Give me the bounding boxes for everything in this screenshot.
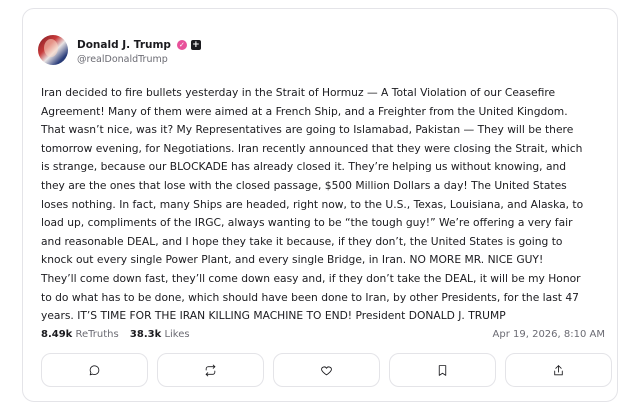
author-row	[77, 39, 201, 51]
post-card	[22, 8, 618, 402]
heart-icon	[320, 364, 333, 377]
post-text: Iran decided to fire bullets yesterday in the Strait of Hormuz — A Total Violation of our Ceasefire Agreement! Many of them were aimed at a French Ship, and a Freighter from the United Kingdom. That wasn’t nice, was it? My Representatives are going to Islamabad, Pakistan — They will be there tomorrow evening, for Negotiations. Iran recently announced that they were closing the Strait, which is strange, because our BLOCKADE has already closed it. They’re helping us without knowing, and they are the ones that lose with the closed passage, $500 Million Dollars a day! The United States loses nothing. In fact, many Ships are headed, right now, to the U.S., Texas, Louisiana, and Alaska, to load up, compliments of the IRGC, always wanting to be “the tough guy!” We’re offering a very fair and reasonable DEAL, and I hope they take it because, if they don’t, the United States is going to knock out every single Power Plant, and every single Bridge, in Iran. NO MORE MR. NICE GUY! They’ll come down fast, they’ll come down easy and, if they don’t take the DEAL, it will be my Honor to do what has to be done, which should have been done to Iran, by other Presidents, for the last 47 years. IT’S TIME FOR THE IRAN KILLING MACHINE TO END! President DONALD J. TRUMP	[41, 86, 584, 323]
likes-label[interactable]: Likes	[164, 329, 190, 340]
reply-button[interactable]	[41, 353, 148, 387]
share-icon	[552, 364, 565, 377]
retruths-count[interactable]: 8.49k	[41, 329, 73, 340]
author-name[interactable]: Donald J. Trump	[77, 39, 171, 51]
avatar[interactable]	[38, 35, 68, 65]
like-button[interactable]	[273, 353, 380, 387]
action-bar	[41, 353, 612, 387]
plus-icon[interactable]: +	[192, 40, 200, 50]
post-timestamp[interactable]: Apr 19, 2026, 8:10 AM	[492, 329, 605, 340]
verified-badge-icon: ✓	[177, 40, 187, 50]
retruth-button[interactable]	[157, 353, 264, 387]
share-button[interactable]	[505, 353, 612, 387]
retruths-label[interactable]: ReTruths	[75, 329, 119, 340]
comment-icon	[88, 364, 101, 377]
likes-count[interactable]: 38.3k	[129, 329, 162, 340]
bookmark-icon	[436, 364, 449, 377]
repost-icon	[204, 364, 217, 377]
post-stats	[41, 329, 198, 340]
author-handle[interactable]: @realDonaldTrump	[77, 54, 168, 65]
bookmark-button[interactable]	[389, 353, 496, 387]
